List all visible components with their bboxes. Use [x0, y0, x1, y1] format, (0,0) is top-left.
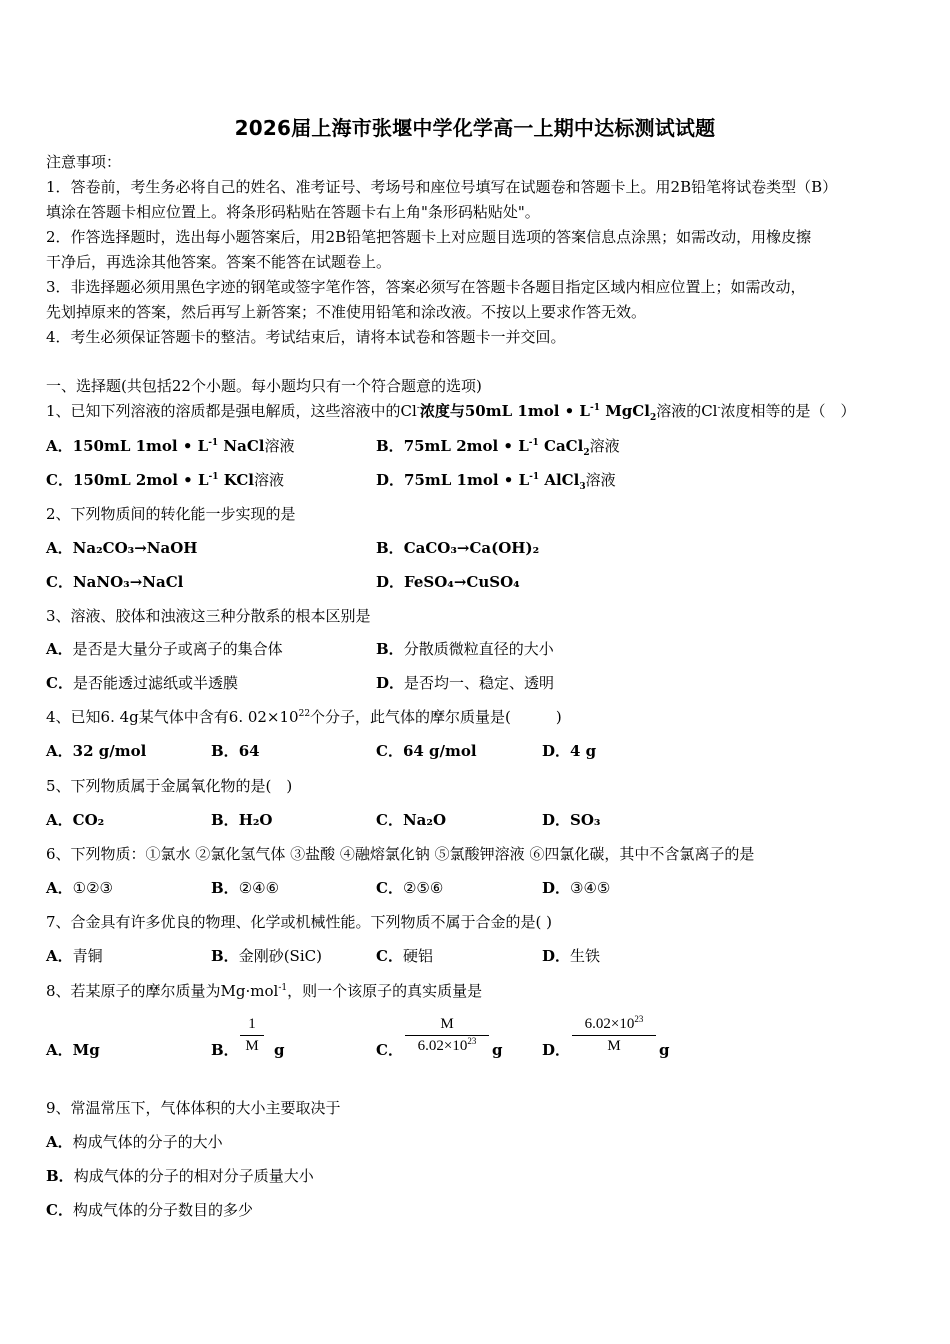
- question-4-stem: 4、已知6. 4g某气体中含有6. $02\times 10^{22}$个分子，此气体的摩尔质量是( ): [46, 708, 562, 726]
- q5-option-b: B．H₂O: [211, 811, 273, 829]
- q1-option-d: D．75mL 1mol • $L^{-1}$ AlCl$_3$溶液: [376, 471, 616, 492]
- q5-option-d: D．SO₃: [542, 811, 601, 829]
- q1-option-a: A．150mL 1mol • $L^{-1}$ NaCl溶液: [46, 437, 295, 455]
- question-7-stem: 7、合金具有许多优良的物理、化学或机械性能。下列物质不属于合金的是( ): [46, 913, 553, 931]
- q6-option-b: B．②④⑥: [211, 879, 280, 897]
- notice-heading: 注意事项：: [46, 153, 122, 171]
- fraction-denominator: M: [245, 1038, 259, 1054]
- fraction-denominator: M: [607, 1038, 621, 1054]
- q2-option-b: B．CaCO₃→Ca(OH)₂: [376, 539, 540, 557]
- q1-option-c: C．150mL 2mol • $L^{-1}$ KCl溶液: [46, 471, 285, 489]
- q6-option-d: D．③④⑤: [542, 879, 611, 897]
- fraction-bar: [240, 1035, 264, 1036]
- notice-line: 3．非选择题必须用黑色字迹的钢笔或签字笔作答，答案必须写在答题卡各题目指定区域内相应位置上；如需改动，: [46, 278, 806, 296]
- q8-option-a: A．Mg: [46, 1041, 100, 1059]
- fraction-denominator: $6.02\times 10^{23}$: [417, 1036, 477, 1054]
- question-9-stem: 9、常温常压下，气体体积的大小主要取决于: [46, 1099, 341, 1117]
- fraction-numerator: $6.02\times 10^{23}$: [584, 1014, 644, 1032]
- q8-option-b-label: B．: [211, 1041, 239, 1059]
- q2-option-a: A．Na₂CO₃→NaOH: [46, 539, 198, 557]
- q3-option-d: D．是否均一、稳定、透明: [376, 674, 555, 692]
- q3-option-c: C．是否能透过滤纸或半透膜: [46, 674, 238, 692]
- q6-option-a: A．①②③: [46, 879, 113, 897]
- q9-option-a: A．构成气体的分子的大小: [46, 1133, 223, 1151]
- question-6-stem: 6、下列物质：①氯水 ②氯化氢气体 ③盐酸 ④融熔氯化钠 ⑤氯酸钾溶液 ⑥四氯化碳，其中不含氯离子的是: [46, 845, 755, 863]
- notice-line: 先划掉原来的答案，然后再写上新答案；不准使用铅笔和涂改液。不按以上要求作答无效。: [46, 303, 647, 321]
- q4-option-c: C．64 g/mol: [376, 742, 477, 760]
- q8-option-c-label: C．: [376, 1041, 403, 1059]
- q7-option-c: C．硬铝: [376, 947, 433, 965]
- notice-line: 2．作答选择题时，选出每小题答案后，用2B铅笔把答题卡上对应题目选项的答案信息点涂黑；如需改动，用橡皮擦: [46, 228, 812, 246]
- q3-option-b: B．分散质微粒直径的大小: [376, 640, 554, 658]
- question-3-stem: 3、溶液、胶体和浊液这三种分散系的根本区别是: [46, 607, 371, 625]
- q8-option-b-fraction: [240, 1016, 264, 1055]
- fraction-numerator: 1: [248, 1016, 256, 1032]
- q4-option-b: B．64: [211, 742, 260, 760]
- q8-option-b-unit: g: [274, 1041, 285, 1059]
- q9-option-b: B．构成气体的分子的相对分子质量大小: [46, 1167, 314, 1185]
- q7-option-a: A．青铜: [46, 947, 103, 965]
- fraction-numerator: M: [440, 1016, 454, 1032]
- q8-option-d-label: D．: [542, 1041, 571, 1059]
- q8-option-d-fraction: [572, 1016, 656, 1055]
- fraction-bar: [572, 1035, 656, 1036]
- q7-option-b: B．金刚砂(SiC): [211, 947, 322, 965]
- section-heading: 一、选择题(共包括22个小题。每小题均只有一个符合题意的选项): [46, 377, 482, 395]
- q5-option-c: C．Na₂O: [376, 811, 447, 829]
- notice-line: 4．考生必须保证答题卡的整洁。考试结束后，请将本试卷和答题卡一并交回。: [46, 328, 566, 346]
- q8-option-d-unit: g: [659, 1041, 670, 1059]
- q1-option-b: B．75mL 2mol • $L^{-1}$ CaCl$_2$溶液: [376, 437, 620, 458]
- page-title: 2026届上海市张堰中学化学高一上期中达标测试试题: [234, 116, 716, 140]
- q7-option-d: D．生铁: [542, 947, 601, 965]
- q2-option-d: D．FeSO₄→CuSO₄: [376, 573, 520, 591]
- q8-option-c-unit: g: [492, 1041, 503, 1059]
- q9-option-c: C．构成气体的分子数目的多少: [46, 1201, 253, 1219]
- notice-line: 干净后，再选涂其他答案。答案不能答在试题卷上。: [46, 253, 392, 271]
- q3-option-a: A．是否是大量分子或离子的集合体: [46, 640, 283, 658]
- q8-option-c-fraction: [405, 1016, 489, 1055]
- question-1-stem: 1、已知下列溶液的溶质都是强电解质，这些溶液中的Cl-浓度与50mL 1mol • $L^{-1}$ MgCl$_2$溶液的Cl-浓度相等的是（ ）: [46, 402, 856, 423]
- q6-option-c: C．②⑤⑥: [376, 879, 444, 897]
- q5-option-a: A．CO₂: [46, 811, 105, 829]
- q4-option-d: D．4 g: [542, 742, 597, 760]
- q2-option-c: C．NaNO₃→NaCl: [46, 573, 184, 591]
- fraction-bar: [405, 1035, 489, 1036]
- question-5-stem: 5、下列物质属于金属氧化物的是( ): [46, 777, 293, 795]
- question-8-stem: 8、若某原子的摩尔质量为Mg·mol$^{-1}$，则一个该原子的真实质量是: [46, 982, 483, 1000]
- notice-line: 1．答卷前，考生务必将自己的姓名、准考证号、考场号和座位号填写在试题卷和答题卡上。用2B铅笔将试卷类型（B）: [46, 178, 838, 196]
- question-2-stem: 2、下列物质间的转化能一步实现的是: [46, 505, 296, 523]
- q4-option-a: A．32 g/mol: [46, 742, 147, 760]
- notice-line: 填涂在答题卡相应位置上。将条形码粘贴在答题卡右上角"条形码粘贴处"。: [46, 203, 540, 221]
